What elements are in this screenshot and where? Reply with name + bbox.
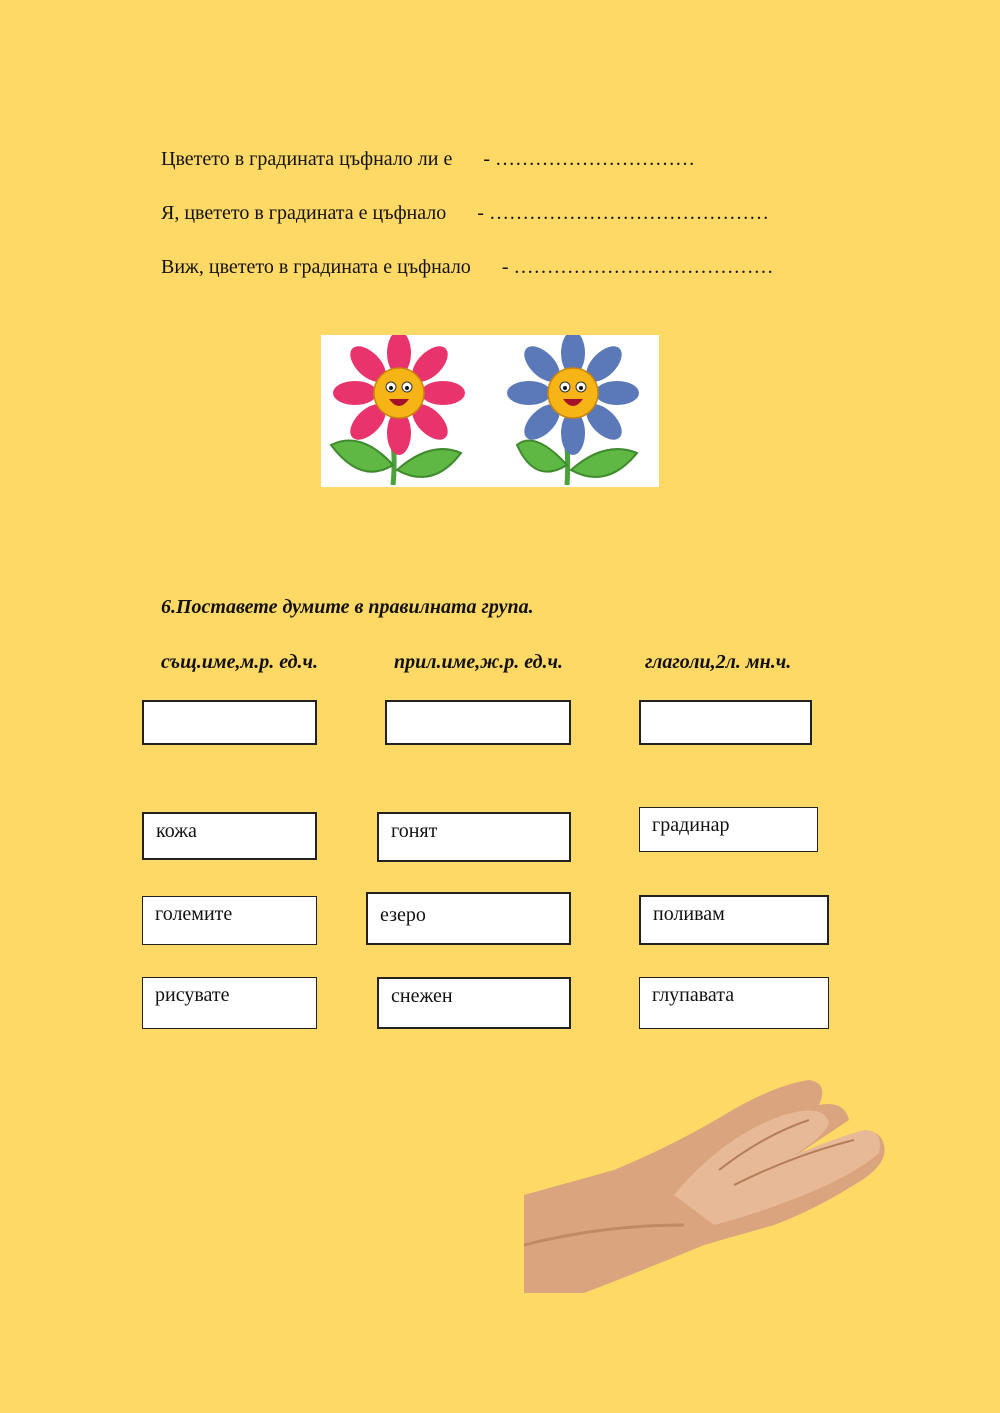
- flowers-illustration: [321, 335, 659, 487]
- word-tile-1[interactable]: кожа: [142, 812, 317, 860]
- sentence-3-text: Виж, цветето в градината е цъфнало: [161, 256, 471, 278]
- sentence-3-answer: - …………………………………: [501, 256, 774, 278]
- pink-flower: [331, 335, 465, 485]
- word-tile-3[interactable]: градинар: [639, 807, 818, 852]
- drop-zone-verb[interactable]: [639, 700, 812, 745]
- sentence-1-answer: - …………………………: [483, 148, 696, 170]
- sentence-1: [161, 148, 695, 171]
- group-label-adjective: прил.име,ж.р. ед.ч.: [394, 651, 564, 673]
- sentence-2: [161, 202, 769, 225]
- sentence-1-text: Цветето в градината цъфнало ли е: [161, 148, 453, 170]
- word-tile-8[interactable]: снежен: [377, 977, 571, 1029]
- sentence-2-answer: - ……………………………………: [477, 202, 769, 224]
- drop-zone-noun[interactable]: [142, 700, 317, 745]
- word-tile-7[interactable]: рисувате: [142, 977, 317, 1029]
- word-tile-2[interactable]: гонят: [377, 812, 571, 862]
- sentence-2-text: Я, цветето в градината е цъфнало: [161, 202, 447, 224]
- blue-flower: [507, 335, 639, 485]
- word-tile-5[interactable]: езеро: [366, 892, 571, 945]
- group-label-noun: същ.име,м.р. ед.ч.: [161, 651, 319, 673]
- clapping-hands-image: [524, 1075, 904, 1295]
- group-label-verb: глаголи,2л. мн.ч.: [645, 651, 792, 673]
- drop-zone-adjective[interactable]: [385, 700, 571, 745]
- word-tile-4[interactable]: големите: [142, 896, 317, 945]
- word-tile-9[interactable]: глупавата: [639, 977, 829, 1029]
- sentence-3: [161, 256, 773, 279]
- task-title: 6.Поставете думите в правилната група.: [161, 596, 534, 618]
- word-tile-6[interactable]: поливам: [639, 895, 829, 945]
